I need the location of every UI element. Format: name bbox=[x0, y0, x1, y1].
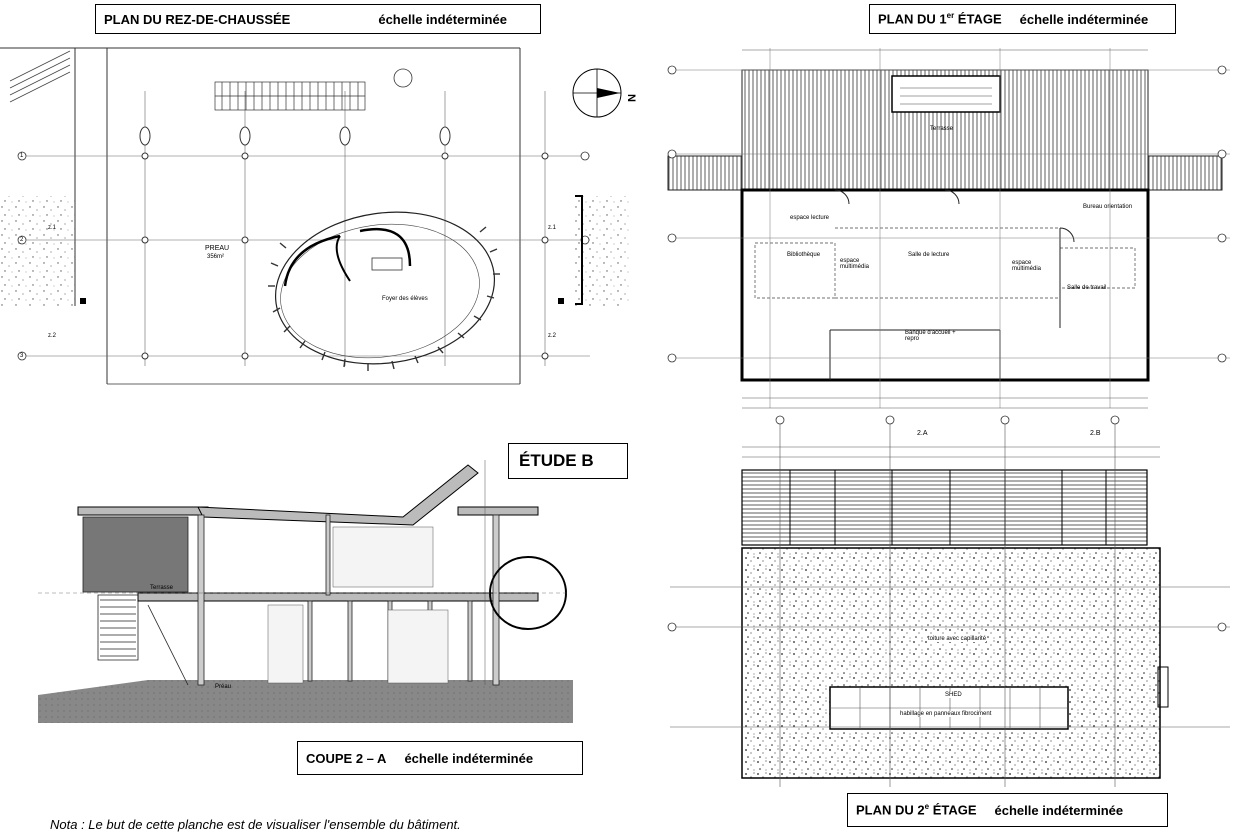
first-terrasse-label: Terrasse bbox=[930, 126, 954, 132]
ground-floor-title bbox=[95, 4, 541, 34]
section-scale: échelle indéterminée bbox=[404, 750, 534, 766]
second-floor-scale: échelle indéterminée bbox=[994, 802, 1124, 818]
ground-right-speckle bbox=[575, 196, 630, 306]
section-stair bbox=[98, 595, 188, 685]
espace-multimedia-left-label: espace multimédia bbox=[840, 258, 870, 270]
ground-floor-plan bbox=[0, 36, 637, 396]
first-floor-title bbox=[869, 4, 1176, 34]
second-floor-plan bbox=[660, 412, 1240, 794]
north-arrow-icon bbox=[573, 69, 621, 117]
second-floor-title-text bbox=[856, 802, 977, 817]
shed-label: SHED bbox=[945, 692, 962, 698]
north-label: N bbox=[625, 94, 637, 102]
nota-text: Nota : Le but de cette planche est de visualiser l'ensemble du bâtiment. bbox=[50, 817, 461, 832]
foyer-oval bbox=[266, 198, 505, 377]
second-floor-title-rest: ÉTAGE bbox=[929, 802, 977, 818]
section-mark-b: 2.B bbox=[1090, 430, 1101, 437]
salle-de-travail-label: Salle de travail bbox=[1067, 285, 1107, 291]
ground-z2-right: z.2 bbox=[548, 333, 557, 339]
grid-row-3: 3 bbox=[20, 353, 24, 359]
first-floor-plan bbox=[660, 38, 1240, 418]
habillage-label: habillage en panneaux fibrociment bbox=[900, 711, 992, 717]
salle-de-lecture-label: Salle de lecture bbox=[908, 252, 950, 258]
first-floor-title-rest: ÉTAGE bbox=[954, 11, 1002, 27]
ground-left-speckle bbox=[0, 196, 75, 306]
ground-top-left-hatch bbox=[10, 51, 70, 102]
ground-z1-right: z.1 bbox=[548, 225, 557, 231]
grid-row-2: 2 bbox=[20, 237, 24, 243]
first-floor-title-sup: er bbox=[946, 11, 955, 21]
ground-floor-scale: échelle indéterminée bbox=[378, 11, 507, 27]
bureau-orientation-label: Bureau orientation bbox=[1083, 204, 1133, 210]
study-label: ÉTUDE B bbox=[508, 443, 628, 479]
ground-floor-title-text: PLAN DU REZ-DE-CHAUSSÉE bbox=[104, 11, 291, 27]
section-title bbox=[297, 741, 583, 775]
bibliotheque-label: Bibliothèque bbox=[787, 252, 821, 258]
section-preau-label: Préau bbox=[215, 684, 232, 690]
gravel-roof bbox=[742, 548, 1160, 778]
section-terrasse-label: Terrasse bbox=[150, 585, 174, 591]
foyer-label: Foyer des élèves bbox=[382, 296, 428, 302]
second-floor-title-sup: e bbox=[924, 802, 930, 812]
ground-z2-left: z.2 bbox=[48, 333, 57, 339]
section-title-text: COUPE 2 – A bbox=[306, 750, 387, 766]
section-dark-volume bbox=[83, 517, 188, 592]
banque-accueil-label: Banque d'accueil + repro bbox=[905, 330, 956, 342]
first-floor-title-main: PLAN DU 1 bbox=[878, 11, 947, 27]
ground-columns bbox=[140, 127, 548, 359]
roof-louvres bbox=[742, 470, 1147, 545]
section-ground bbox=[38, 680, 573, 723]
espace-lecture-label: espace lecture bbox=[790, 215, 830, 221]
ground-stair bbox=[215, 82, 365, 110]
section-drawing bbox=[38, 445, 578, 730]
toiture-label: toiture avec capillarité bbox=[928, 636, 987, 642]
preau-area: 356m² bbox=[207, 254, 225, 260]
first-floor-scale: échelle indéterminée bbox=[1019, 11, 1149, 27]
preau-label: PREAU bbox=[205, 245, 230, 252]
ground-z1-left: z.1 bbox=[48, 225, 57, 231]
second-floor-title bbox=[847, 793, 1168, 827]
grid-row-1: 1 bbox=[20, 153, 24, 159]
section-mark-a: 2.A bbox=[917, 430, 928, 437]
first-floor-title-text bbox=[878, 11, 1002, 26]
second-floor-title-main: PLAN DU 2 bbox=[856, 802, 925, 818]
espace-multimedia-right-label: espace multimédia bbox=[1012, 260, 1042, 272]
